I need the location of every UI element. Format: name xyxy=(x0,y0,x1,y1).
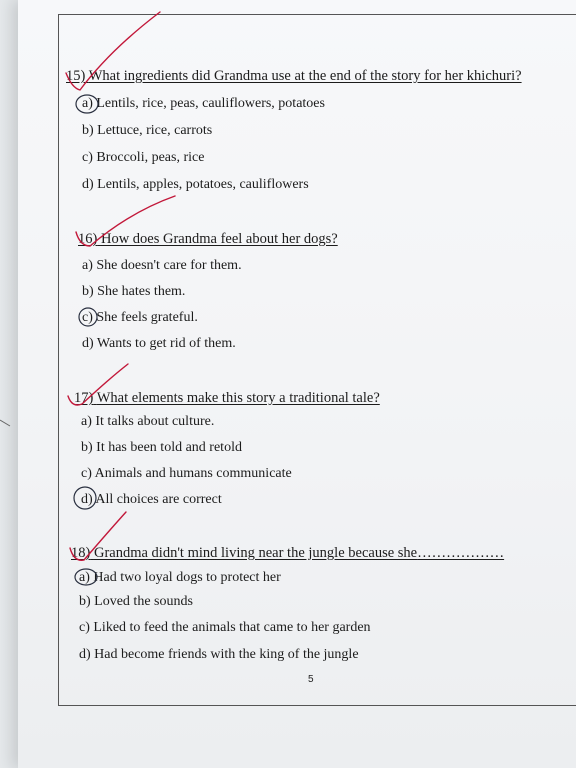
answer-blank[interactable]: ……………… xyxy=(417,545,505,561)
q18-option-b[interactable]: b) Loved the sounds xyxy=(79,594,193,609)
q16-option-c[interactable]: c) She feels grateful. xyxy=(82,310,198,325)
q15-option-d[interactable]: d) Lentils, apples, potatoes, cauliflowers xyxy=(82,177,309,192)
question-number: 17) xyxy=(74,390,94,406)
question-17 xyxy=(74,390,380,407)
question-text: How does Grandma feel about her dogs? xyxy=(100,231,338,247)
q15-option-a[interactable]: a) Lentils, rice, peas, cauliflowers, potatoes xyxy=(82,96,325,111)
q17-option-d[interactable]: d) All choices are correct xyxy=(81,492,222,507)
q18-option-c[interactable]: c) Liked to feed the animals that came to her garden xyxy=(79,620,371,635)
q18-option-d[interactable]: d) Had become friends with the king of the jungle xyxy=(79,647,359,662)
question-text: What ingredients did Grandma use at the end of the story for her khichuri? xyxy=(88,68,522,84)
q17-option-a[interactable]: a) It talks about culture. xyxy=(81,414,215,429)
question-number: 16) xyxy=(78,231,98,247)
question-15 xyxy=(66,68,522,85)
question-number: 15) xyxy=(66,68,86,84)
question-text: What elements make this story a traditional tale? xyxy=(96,390,380,406)
q15-option-c[interactable]: c) Broccoli, peas, rice xyxy=(82,150,205,165)
q17-option-b[interactable]: b) It has been told and retold xyxy=(81,440,242,455)
q15-option-b[interactable]: b) Lettuce, rice, carrots xyxy=(82,123,213,138)
q18-option-a[interactable]: a) Had two loyal dogs to protect her xyxy=(79,570,281,585)
question-18 xyxy=(71,545,504,562)
question-number: 18) xyxy=(71,545,91,561)
q17-option-c[interactable]: c) Animals and humans communicate xyxy=(81,466,292,481)
q16-option-b[interactable]: b) She hates them. xyxy=(82,284,186,299)
q16-option-d[interactable]: d) Wants to get rid of them. xyxy=(82,336,236,351)
question-text: Grandma didn't mind living near the jungle because she xyxy=(93,545,418,561)
page-number: 5 xyxy=(308,674,314,685)
question-16 xyxy=(78,231,338,248)
q16-option-a[interactable]: a) She doesn't care for them. xyxy=(82,258,242,273)
